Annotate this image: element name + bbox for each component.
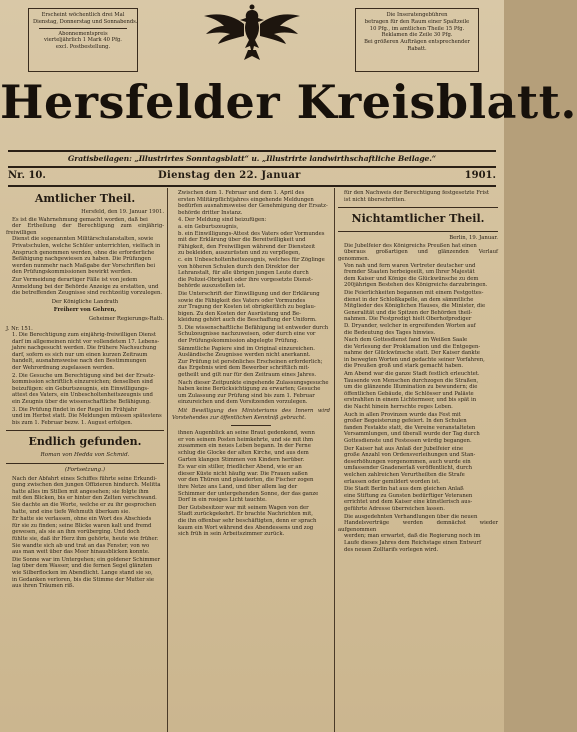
paragraph: Am Abend war die ganze Stadt festlich erleuchtet. Tausende von Menschen durchzogen die Straßen, um die glänzende Illumination zu bewundern; die öffentlichen Gebäude, die Schlösser und Paläste erstrahlten in einem Lichtermeer, und bis spät in die Nacht hinein herrschte reges Leben. bbox=[344, 371, 480, 411]
paragraph: Nach dem Gottesdienst fand im Weißen Saale die Verlesung der Proklamation und die Entgegen- nahme der Glückwünsche statt. Der Kaiser dankte in bewegten Worten und gedachte seiner Vorfahren, die Preußen groß und stark gemacht haben. bbox=[344, 337, 485, 370]
dateline: Hersfeld, den 19. Januar 1901. bbox=[81, 209, 164, 215]
signature-name: Freiherr von Gehren, bbox=[53, 307, 117, 314]
serial-heading-box bbox=[6, 430, 164, 464]
issue-year: 1901. bbox=[464, 170, 496, 181]
newspaper-masthead: Hersfelder Kreisblatt. bbox=[0, 75, 577, 129]
advertising-rates-box bbox=[355, 8, 479, 72]
info-line: betragen für den Raum einer Spaltzeile bbox=[364, 18, 470, 25]
divider bbox=[8, 150, 496, 152]
section-heading-box bbox=[338, 207, 498, 232]
info-line: excl. Postbestellung. bbox=[55, 44, 111, 51]
info-line: Die Inseratengebühren bbox=[386, 12, 448, 18]
info-line: Reklamen die Zeile 30 Pfg. bbox=[381, 32, 453, 39]
column-news bbox=[338, 190, 498, 732]
paragraph: 3. Die Prüfung findet in der Regel im Frühjahr und im Herbst statt. Die Meldungen müssen spätestens bis zum 1. Februar bezw. 1. August erfolgen. bbox=[12, 406, 162, 426]
continuation-note: (Fortsetzung.) bbox=[64, 467, 106, 473]
column-divider bbox=[167, 188, 168, 732]
info-line: Abonnementspreis bbox=[58, 30, 108, 37]
info-line: Erscheint wöchentlich drei Mal bbox=[41, 12, 125, 18]
paragraph: 1. Die Berechtigung zum einjährig-freiwilligen Dienst darf im allgemeinen nicht vor vollendetem 17. Lebens- jahre nachgesucht werden. Die frühere Nachsuchung darf, sofern es sich nur um einen kurzen Zeitraum handelt, ausnahmsweise nach den Bestimmungen der Wehrordnung zugelassen werden. bbox=[12, 332, 160, 372]
reference-number: J. Nr. 151. bbox=[6, 325, 33, 332]
paragraph: Zwischen dem 1. Februar und dem 1. April des ersten Militärpflichtjahres eingehende Meldungen bedürfen ausnahmsweise der Genehmigung der Ersatz- behörde dritter Instanz. bbox=[178, 190, 328, 216]
info-line: 10 Pfg., im amtlichen Theile 15 Pfg. bbox=[369, 25, 465, 32]
info-line: Rabatt. bbox=[407, 45, 427, 52]
paragraph: Die Unterschrift der Einwilligung und der Erklärung sowie die Fähigkeit des Vaters oder Vormundes zur Tragung der Kosten ist obrigkeitlich zu beglau- bigen. Zu den Kosten der Ausrüstung und Be- kleidung gehört auch die Beschaffung der Uniform. bbox=[178, 290, 320, 324]
paragraph: Er hatte sie verlassen, ohne ein Wort des Abschieds für sie zu finden; seine Blicke waren kalt und fremd gewesen, als sie an ihm vorüberging. Und doch fühlte sie, daß ihr Herz ihm gehörte, heute wie früher. Sie wandte sich ab und trat an das Fenster, von wo aus man weit über das Meer hinausblicken konnte. bbox=[12, 516, 159, 556]
paragraph: Auch in allen Provinzen wurde das Fest mit großer Begeisterung gefeiert. In den Schulen fanden Festakte statt, die Vereine veranstalteten Versammlungen, und überall wurde der Tag durch Gottesdienste und Festessen würdig begangen. bbox=[344, 411, 480, 444]
info-line: Dienstag, Donnerstag und Sonnabends. bbox=[33, 18, 138, 25]
paragraph: Zur Vermeidung derartiger Fälle ist von jedem Anmeldung bei der Behörde Anzeige zu erstatten, und die betreffenden Zeugnisse sind rechtzeitig vorzulegen. bbox=[12, 276, 163, 297]
paragraph: Die Sonne war im Untergehen; ein goldener Schimmer lag über dem Wasser, und die fernen Segel glänzten wie Silberflocken im Abendlicht. Lange stand sie so, in Gedanken verloren, bis die Stimme der Mutter sie aus ihren Träumen riß. bbox=[12, 556, 161, 590]
paragraph: Sämmtliche Papiere sind im Original einzureichen. Ausländische Zeugnisse werden nicht anerkannt. Zur Prüfung ist persönliches Erscheinen erforderlich; das Ergebnis wird dem Bewerber schriftlich mit- getheilt und gilt nur für den Zeitraum eines Jahres. bbox=[178, 345, 323, 379]
issue-line bbox=[8, 170, 496, 184]
paragraph: Es war ein stiller, friedlicher Abend, wie er an dieser Küste nicht häufig war. Die Frauen saßen vor den Thüren und plauderten, die Fischer zogen ihre Netze ans Land, und über allem lag der Schimmer der untergehenden Sonne, der das ganze Dorf in ein rosiges Licht tauchte. bbox=[178, 464, 319, 504]
paragraph: 4. Der Meldung sind beizufügen: a. ein Geburtszeugnis, b. ein Einwilligungs-Attest des Vaters oder Vormundes mit der Erklärung über die Bereitwilligkeit und Fähigkeit, den Freiwilligen während der Dienstzeit zu bekleiden, auszurüsten und zu verpflegen, c. ein Unbescholtenheitszeugnis, welches für Zöglinge von höheren Schulen durch den Direktor der Lehranstalt, für alle übrigen jungen Leute durch die Polizei-Obrigkeit oder ihre vorgesetzte Dienst- behörde auszustellen ist. bbox=[178, 217, 325, 290]
issue-number: Nr. 10. bbox=[8, 170, 46, 181]
paragraph: für den Nachweis der Berechtigung festgesetzte Frist ist nicht überschritten. bbox=[344, 190, 490, 203]
divider bbox=[8, 166, 496, 168]
paragraph: Die Jubelfeier des Königreichs Preußen hat einen überaus großartigen und glänzenden Verlauf genommen. Von nah und fern waren Vertreter deutscher und fremder Staaten herbeigeeilt, um Ihrer Majestät dem Kaiser und Könige die Glückwünsche zu dem 200jährigen Bestehen des Königreichs darzubringen. bbox=[338, 242, 498, 289]
column-regulations bbox=[172, 190, 330, 732]
paragraph: Der Kaiser hat aus Anlaß der Jubelfeier eine große Anzahl von Ordensverleihungen und Stan- deserhöhungen vorgenommen, auch wurde ein umfassender Gnadenerlaß veröffentlicht, durch welchen zahlreichen Verurtheilten die Strafe erlassen oder gemildert worden ist. bbox=[344, 445, 476, 485]
divider bbox=[8, 185, 496, 187]
section-heading: Nichtamtlicher Theil. bbox=[351, 212, 485, 226]
divider bbox=[39, 28, 127, 29]
section-heading: Amtlicher Theil. bbox=[34, 192, 136, 205]
serial-author: Roman von Hedda von Schmid. bbox=[40, 452, 130, 459]
paragraph: Es ist die Wahrnehmung gemacht worden, daß bei der Ertheilung der Berechtigung zum einjährig-freiwilligen Dienst die sogenannten Militärschulanstalten, sowie Privatschulen, welche Schüler unterrichten, vielfach in Anspruch genommen werden, ohne die erforderliche Befähigung nachgewiesen zu haben. Die Prüfungen werden nunmehr nach Maßgabe der Vorschriften bei den Prüfungskommissionen bewirkt werden. bbox=[6, 216, 164, 276]
column-divider bbox=[334, 188, 335, 732]
paragraph: Die Feierlichkeiten begannen mit einem Festgottes- dienst in der Schloßkapelle, an dem sämmtliche Mitglieder des Königlichen Hauses, die Minister, die Generalität und die Spitzen der Behörden theil- nahmen. Die Festpredigt hielt Oberhofprediger D. Dryander, welcher in ergreifenden Worten auf die Bedeutung des Tages hinwies. bbox=[344, 289, 486, 336]
footnote: Mit Bewilligung des Ministeriums des Innern wird Vorstehendes zur öffentlichen Kenntniß gebracht. bbox=[172, 408, 330, 421]
signature-title: Geheimer Regierungs-Rath. bbox=[88, 315, 164, 322]
supplements-line: Gratisbeilagen: „Illustrirtes Sonntagsblatt“ u. „Illustrirte landwirthschaftliche Beilage.“ bbox=[67, 154, 437, 163]
info-line: vierteljährlich 1 Mark 40 Pfg. bbox=[44, 37, 122, 44]
serial-title: Endlich gefunden. bbox=[28, 435, 142, 449]
subscription-info-box bbox=[28, 8, 138, 72]
column-official-notices bbox=[6, 190, 164, 732]
paragraph: 2. Die Gesuche um Berechtigung sind bei der Ersatz- kommission schriftlich einzureichen; denselben sind beizufügen: ein Geburtszeugnis, ein Einwilligungs- attest des Vaters, ein Unbescholtenheitszeugnis und ein Zeugnis über die wissenschaftliche Befähigung. bbox=[12, 372, 156, 406]
info-line: Bei größeren Aufträgen entsprechender bbox=[364, 39, 470, 46]
paragraph: 5. Die wissenschaftliche Befähigung ist entweder durch Schulzeugnisse nachzuweisen, oder durch eine vor der Prüfungskommission abgelegte Prüfung. bbox=[178, 324, 329, 345]
paragraph: Die ausgedehnten Verhandlungen über die neuen Handelsverträge werden demnächst wieder aufgenommen werden; man erwartet, daß die Regierung noch im Laufe dieses Jahres dem Reichstage einen Entwurf des neuen Zolltarifs vorlegen wird. bbox=[338, 513, 498, 553]
paragraph: Nach dieser Zeitpunkte eingehende Zulassungsgesuche haben keine Berücksichtigung zu erwarten; Gesuche um Zulassung zur Prüfung sind bis zum 1. Februar einzureichen und dem Vorsitzenden vorzulegen. bbox=[178, 379, 329, 406]
divider bbox=[231, 425, 271, 426]
paragraph: ihnen Augenblick an seine Braut gedenkend, wenn er von seinem Posten heimkehrte, und sie mit ihm zusammen ein neues Leben begann. In der Ferne schlug die Glocke der alten Kirche, und aus dem Garten klangen Stimmen von Kindern herüber. bbox=[178, 430, 315, 463]
paragraph: Nach der Abfahrt eines Schiffes führte seine Erkundi- gung zwischen den jungen Offizieren hindurch. Melitta hatte alles im Stillen mit angesehen; sie folgte ihm mit den Blicken, bis er hinter den Zelten verschwand. Sie dachte an die Worte, welche er zu ihr gesprochen hatte, und eine tiefe Wehmuth überkam sie. bbox=[12, 475, 161, 515]
prussian-eagle-icon bbox=[200, 4, 304, 62]
issue-date: Dienstag den 22. Januar bbox=[158, 170, 301, 181]
paragraph: Der Gutsbesitzer war mit seinem Wagen von der Stadt zurückgekehrt. Er brachte Nachrichten mit, die ihn offenbar sehr beschäftigten, denn er sprach kaum ein Wort während des Abendessens und zog sich früh in sein Arbeitszimmer zurück. bbox=[178, 504, 317, 538]
dateline: Berlin, 19. Januar. bbox=[449, 235, 498, 242]
paragraph: Die Stadt Berlin hat aus dem gleichen Anlaß eine Stiftung zu Gunsten bedürftiger Veteranen errichtet und dem Kaiser eine künstlerisch aus- geführte Adresse überreichen lassen. bbox=[344, 486, 473, 512]
signature-line: Der Königliche Landrath bbox=[51, 298, 119, 305]
